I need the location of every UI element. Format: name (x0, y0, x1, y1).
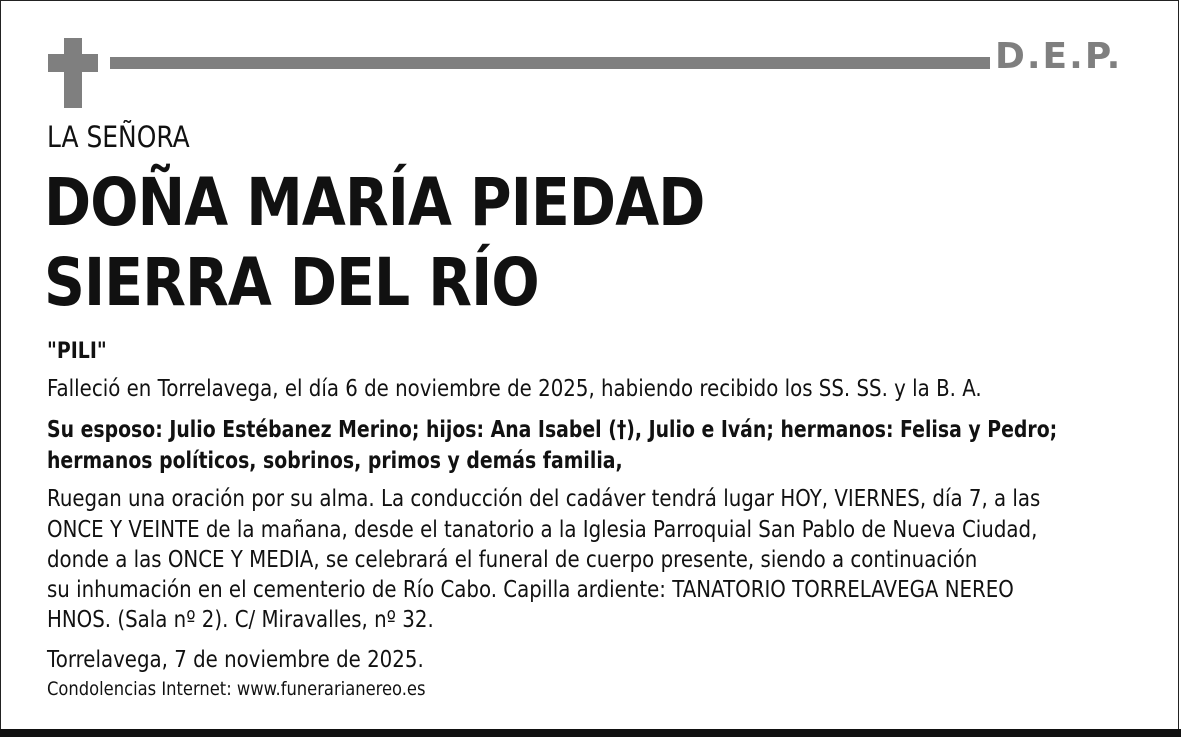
deceased-name-line-2: SIERRA DEL RÍO (44, 244, 539, 321)
ceremony-line-4: su inhumación en el cementerio de Río Cabo. Capilla ardiente: TANATORIO TORRELAVEGA NEREO (47, 577, 1014, 603)
dep-label: D.E.P. (995, 36, 1123, 77)
nickname: "PILI" (47, 339, 107, 364)
intro-label: LA SEÑORA (47, 120, 190, 154)
bottom-rule (0, 729, 1181, 737)
death-notice: Falleció en Torrelavega, el día 6 de noviembre de 2025, habiendo recibido los SS. SS. y la B. A. (47, 376, 982, 402)
condolences-link-text: Condolencias Internet: www.funerarianereo.es (47, 678, 426, 700)
ceremony-line-1: Ruegan una oración por su alma. La conducción del cadáver tendrá lugar HOY, VIERNES, día 7, a las (47, 486, 1041, 512)
header-rule (110, 57, 990, 69)
cross-icon (64, 38, 82, 108)
family-line-1: Su esposo: Julio Estébanez Merino; hijos: Ana Isabel (†), Julio e Iván; hermanos: Felisa y Pedro; (47, 417, 1058, 443)
ceremony-line-5: HNOS. (Sala nº 2). C/ Miravalles, nº 32. (47, 607, 434, 633)
cross-icon-bar (48, 54, 98, 72)
date-place: Torrelavega, 7 de noviembre de 2025. (47, 647, 424, 673)
ceremony-line-2: ONCE Y VEINTE de la mañana, desde el tanatorio a la Iglesia Parroquial San Pablo de Nueva Ciudad, (47, 517, 1038, 543)
ceremony-line-3: donde a las ONCE Y MEDIA, se celebrará el funeral de cuerpo presente, siendo a continuación (47, 547, 978, 573)
deceased-name-line-1: DOÑA MARÍA PIEDAD (44, 164, 705, 241)
family-line-2: hermanos políticos, sobrinos, primos y demás familia, (47, 448, 623, 474)
